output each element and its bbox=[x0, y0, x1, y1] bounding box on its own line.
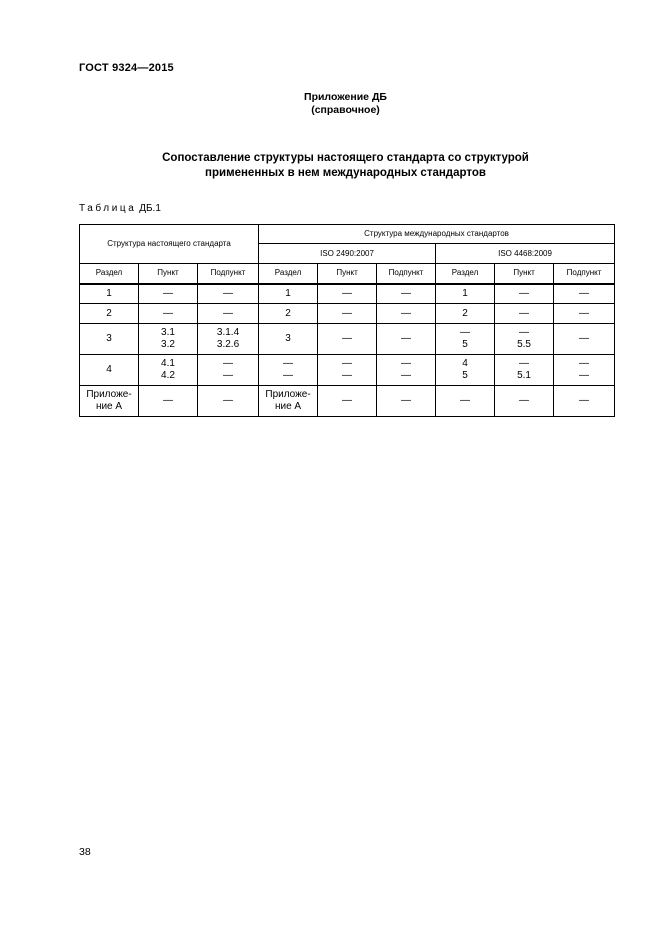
table-cell: 2 bbox=[259, 304, 318, 324]
table-cell: — bbox=[139, 386, 198, 417]
table-cell: — bbox=[318, 386, 377, 417]
table-cell: 4 bbox=[80, 355, 139, 386]
table-caption bbox=[79, 203, 161, 214]
comparison-table bbox=[79, 224, 615, 417]
appendix-title: Приложение ДБ bbox=[304, 91, 387, 103]
table-cell: — bbox=[377, 324, 436, 355]
table-cell: — — bbox=[259, 355, 318, 386]
table-cell: — bbox=[139, 284, 198, 304]
table-cell: — bbox=[436, 386, 495, 417]
table-row bbox=[80, 304, 615, 324]
table-cell: — bbox=[495, 386, 554, 417]
page-number: 38 bbox=[79, 846, 91, 858]
table-cell: — bbox=[554, 284, 615, 304]
table-cell: 3 bbox=[259, 324, 318, 355]
table-cell: — bbox=[377, 386, 436, 417]
table-cell: — bbox=[554, 386, 615, 417]
table-cell: — — bbox=[318, 355, 377, 386]
table-cell: 1 bbox=[436, 284, 495, 304]
table-cell: 4.1 4.2 bbox=[139, 355, 198, 386]
table-cell: — bbox=[139, 304, 198, 324]
table-cell: — bbox=[495, 284, 554, 304]
table-cell: — bbox=[377, 284, 436, 304]
appendix-heading bbox=[0, 91, 661, 117]
table-cell: — — bbox=[198, 355, 259, 386]
table-cell: 3.1 3.2 bbox=[139, 324, 198, 355]
section-title-line-2: примененных в нем международных стандартов bbox=[205, 166, 486, 179]
table-cell: — bbox=[198, 386, 259, 417]
table-cell: 1 bbox=[259, 284, 318, 304]
table-cell: — 5.5 bbox=[495, 324, 554, 355]
col-header-section: Раздел bbox=[259, 264, 318, 284]
header-iso-2490: ISO 2490:2007 bbox=[259, 244, 436, 264]
table-cell: 3.1.4 3.2.6 bbox=[198, 324, 259, 355]
table-cell: 4 5 bbox=[436, 355, 495, 386]
col-header-item: Пункт bbox=[318, 264, 377, 284]
table-row bbox=[80, 284, 615, 304]
table-cell: 1 bbox=[80, 284, 139, 304]
table-cell: — — bbox=[554, 355, 615, 386]
header-intl-structure: Структура международных стандартов bbox=[259, 225, 615, 244]
col-header-subitem: Подпункт bbox=[198, 264, 259, 284]
section-title bbox=[0, 151, 661, 180]
col-header-item: Пункт bbox=[495, 264, 554, 284]
table-cell: — bbox=[377, 304, 436, 324]
header-iso-4468: ISO 4468:2009 bbox=[436, 244, 615, 264]
table-cell: — bbox=[198, 304, 259, 324]
section-title-line-1: Сопоставление структуры настоящего стандарта со структурой bbox=[162, 152, 529, 164]
col-header-section: Раздел bbox=[436, 264, 495, 284]
col-header-subitem: Подпункт bbox=[377, 264, 436, 284]
table-cell: — bbox=[318, 324, 377, 355]
table-cell: — 5 bbox=[436, 324, 495, 355]
table-cell: Приложе- ние А bbox=[259, 386, 318, 417]
table-cell: — bbox=[318, 304, 377, 324]
table-cell: 2 bbox=[436, 304, 495, 324]
table-cell: — bbox=[495, 304, 554, 324]
table-cell: 2 bbox=[80, 304, 139, 324]
table-cell: — 5.1 bbox=[495, 355, 554, 386]
table-cell: — bbox=[198, 284, 259, 304]
table-row bbox=[80, 324, 615, 355]
table-cell: Приложе- ние А bbox=[80, 386, 139, 417]
col-header-item: Пункт bbox=[139, 264, 198, 284]
document-header: ГОСТ 9324—2015 bbox=[79, 62, 174, 74]
table-cell: — bbox=[554, 304, 615, 324]
table-cell: — — bbox=[377, 355, 436, 386]
table-row bbox=[80, 355, 615, 386]
table-cell: — bbox=[318, 284, 377, 304]
appendix-subtitle: (справочное) bbox=[311, 104, 380, 116]
col-header-section: Раздел bbox=[80, 264, 139, 284]
table-cell: 3 bbox=[80, 324, 139, 355]
table-caption-word: Таблица bbox=[79, 203, 137, 214]
table-row bbox=[80, 386, 615, 417]
table-cell: — bbox=[554, 324, 615, 355]
table-caption-number: ДБ.1 bbox=[139, 203, 161, 214]
col-header-subitem: Подпункт bbox=[554, 264, 615, 284]
header-own-structure: Структура настоящего стандарта bbox=[80, 225, 259, 264]
